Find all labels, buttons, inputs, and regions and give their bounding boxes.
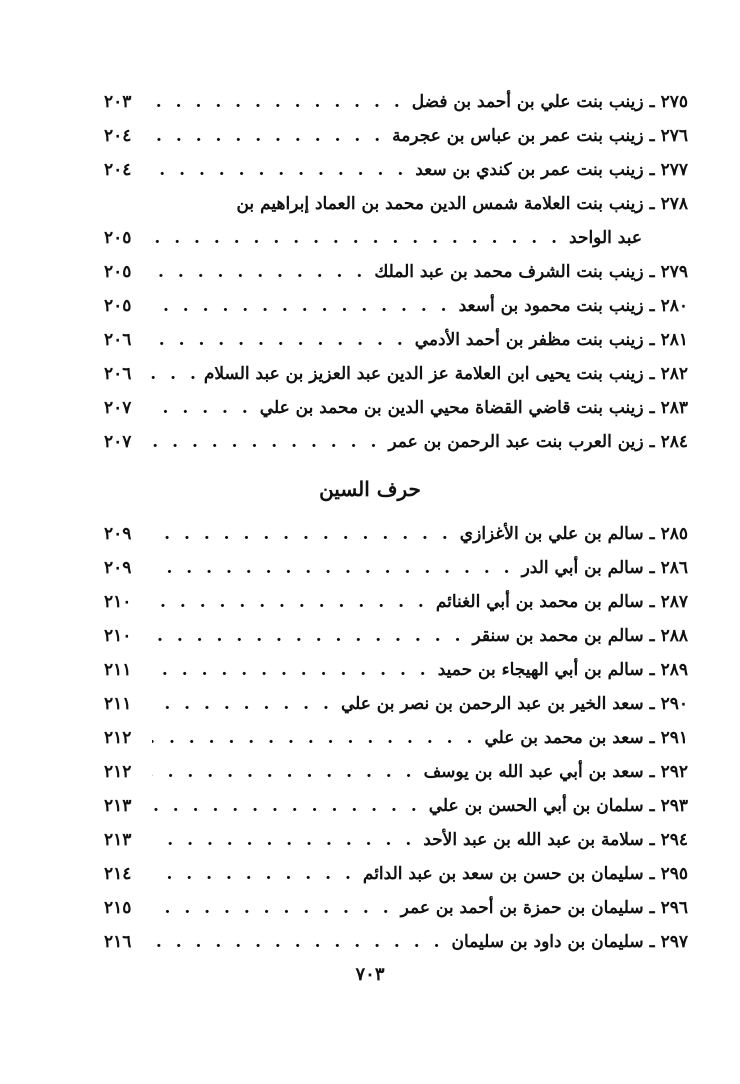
dot-leader xyxy=(152,85,404,119)
entry-page-number: ٢٠٩ xyxy=(104,558,132,578)
dot-leader xyxy=(152,153,407,187)
entry-page-number: ٢١٠ xyxy=(104,626,132,646)
entry-title: سعد الخير بن عبد الرحمن بن نصر بن علي xyxy=(340,694,644,714)
entry-dash: ـ xyxy=(649,296,655,316)
entry-dash: ـ xyxy=(649,524,655,544)
entry-number: ٢٨٩ xyxy=(660,660,688,680)
toc-entry xyxy=(104,687,688,721)
dot-leader xyxy=(152,551,514,585)
entry-title: سليمان بن حسن بن سعد بن عبد الدائم xyxy=(362,864,644,884)
dot-leader xyxy=(152,323,407,357)
entry-number: ٢٨٨ xyxy=(660,626,688,646)
toc-entry xyxy=(104,619,688,653)
entry-dash: ـ xyxy=(649,194,655,214)
entry-dash: ـ xyxy=(649,592,655,612)
entry-dash: ـ xyxy=(649,432,655,452)
dot-leader xyxy=(152,687,333,721)
toc-entry xyxy=(104,289,688,323)
toc-entry xyxy=(104,85,688,119)
entry-page-number: ٢٠٥ xyxy=(104,296,132,316)
entry-dash: ـ xyxy=(649,796,655,816)
toc-entry xyxy=(104,585,688,619)
entry-number: ٢٨٦ xyxy=(660,558,688,578)
dot-leader xyxy=(152,755,416,789)
entry-page-number: ٢١٤ xyxy=(104,864,132,884)
entry-title: سعد بن محمد بن علي xyxy=(484,728,644,748)
entry-page-number: ٢١١ xyxy=(104,660,132,680)
dot-leader xyxy=(152,391,252,425)
toc-entry xyxy=(104,755,688,789)
toc-entry xyxy=(104,323,688,357)
entry-dash: ـ xyxy=(649,126,655,146)
entry-number: ٢٨٥ xyxy=(660,524,688,544)
entry-number: ٢٧٦ xyxy=(660,126,688,146)
entry-title: سالم بن أبي الهيجاء بن حميد xyxy=(437,660,644,680)
entry-dash: ـ xyxy=(649,160,655,180)
entry-page-number: ٢٠٣ xyxy=(104,92,132,112)
entry-number: ٢٨٣ xyxy=(660,398,688,418)
entry-page-number: ٢٠٥ xyxy=(104,262,132,282)
entry-title: زينب بنت عمر بن كندي بن سعد xyxy=(415,160,644,180)
dot-leader xyxy=(152,619,464,653)
toc-entry xyxy=(104,551,688,585)
entry-title-continuation: عبد الواحد xyxy=(569,228,642,248)
entry-number: ٢٨٧ xyxy=(660,592,688,612)
entry-number: ٢٧٩ xyxy=(660,262,688,282)
entry-title: سليمان بن حمزة بن أحمد بن عمر xyxy=(400,898,644,918)
toc-entry xyxy=(104,653,688,687)
entry-page-number: ٢٠٤ xyxy=(104,126,132,146)
dot-leader xyxy=(152,425,380,459)
entry-dash: ـ xyxy=(649,262,655,282)
entry-page-number: ٢٠٧ xyxy=(104,432,132,452)
entry-number: ٢٨٢ xyxy=(660,364,688,384)
dot-leader xyxy=(152,721,476,755)
toc-entry xyxy=(104,425,688,459)
entry-dash: ـ xyxy=(649,92,655,112)
toc-entry xyxy=(104,153,688,187)
toc-entry xyxy=(104,721,688,755)
entry-title: سالم بن أبي الدر xyxy=(521,558,644,578)
entry-number: ٢٩١ xyxy=(660,728,688,748)
entry-page-number: ٢١٣ xyxy=(104,796,132,816)
dot-leader xyxy=(152,823,415,857)
dot-leader xyxy=(152,585,428,619)
toc-entry xyxy=(104,925,688,959)
entry-number: ٢٩٤ xyxy=(660,830,688,850)
toc-entry xyxy=(104,857,688,891)
entry-title: سالم بن محمد بن سنقر xyxy=(472,626,644,646)
toc-entry xyxy=(104,187,688,221)
entry-page-number: ٢٠٦ xyxy=(104,330,132,350)
entry-page-number: ٢١٢ xyxy=(104,728,132,748)
entry-title: زين العرب بنت عبد الرحمن بن عمر xyxy=(388,432,644,452)
entry-number: ٢٧٧ xyxy=(660,160,688,180)
entry-dash: ـ xyxy=(649,330,655,350)
entry-dash: ـ xyxy=(649,762,655,782)
entry-number: ٢٨١ xyxy=(660,330,688,350)
entry-title: سلمان بن أبي الحسن بن علي xyxy=(428,796,644,816)
entry-number: ٢٨٤ xyxy=(660,432,688,452)
dot-leader xyxy=(152,857,355,891)
dot-leader xyxy=(152,221,561,255)
toc-entry xyxy=(104,789,688,823)
entry-dash: ـ xyxy=(649,898,655,918)
entry-number: ٢٨٠ xyxy=(660,296,688,316)
dot-leader xyxy=(152,517,452,551)
entry-page-number: ٢١٠ xyxy=(104,592,132,612)
toc-entry xyxy=(104,823,688,857)
entry-page-number: ٢١١ xyxy=(104,694,132,714)
entry-title: سليمان بن داود بن سليمان xyxy=(451,932,644,952)
toc-entry xyxy=(104,391,688,425)
entry-number: ٢٩٧ xyxy=(660,932,688,952)
page-number: ٧٠٣ xyxy=(355,964,385,985)
entry-title: زينب بنت العلامة شمس الدين محمد بن العماد إبراهيم بن xyxy=(236,194,644,214)
entry-number: ٢٧٨ xyxy=(660,194,688,214)
entry-dash: ـ xyxy=(649,694,655,714)
entry-title: زينب بنت عمر بن عباس بن عجرمة xyxy=(392,126,644,146)
dot-leader xyxy=(152,789,421,823)
section-heading: حرف السين xyxy=(319,477,421,501)
entry-number: ٢٩٥ xyxy=(660,864,688,884)
entry-title: سالم بن علي بن الأغزازي xyxy=(459,524,644,544)
entry-title: سالم بن محمد بن أبي الغنائم xyxy=(435,592,644,612)
dot-leader xyxy=(152,891,393,925)
entry-dash: ـ xyxy=(649,932,655,952)
entry-page-number: ٢٠٦ xyxy=(104,364,132,384)
entry-dash: ـ xyxy=(649,364,655,384)
toc-entry xyxy=(104,517,688,551)
entry-title: سعد بن أبي عبد الله بن يوسف xyxy=(423,762,644,782)
entry-title: زينب بنت علي بن أحمد بن فضل xyxy=(411,92,644,112)
dot-leader xyxy=(148,357,200,391)
entry-number: ٢٩٠ xyxy=(660,694,688,714)
entry-page-number: ٢٠٧ xyxy=(104,398,132,418)
entry-number: ٢٩٣ xyxy=(660,796,688,816)
entry-page-number: ٢١٣ xyxy=(104,830,132,850)
dot-leader xyxy=(152,925,444,959)
entry-page-number: ٢١٦ xyxy=(104,932,132,952)
toc-entry xyxy=(104,891,688,925)
toc-section-seen xyxy=(104,517,688,959)
toc-entry xyxy=(104,357,688,391)
entry-page-number: ٢٠٥ xyxy=(104,228,132,248)
entry-number: ٢٩٦ xyxy=(660,898,688,918)
entry-dash: ـ xyxy=(649,864,655,884)
toc-section-zay xyxy=(104,85,688,459)
dot-leader xyxy=(152,255,366,289)
dot-leader xyxy=(152,119,384,153)
toc-entry xyxy=(104,255,688,289)
entry-title: زينب بنت مظفر بن أحمد الأدمي xyxy=(414,330,644,350)
toc-entry xyxy=(104,119,688,153)
entry-dash: ـ xyxy=(649,626,655,646)
entry-dash: ـ xyxy=(649,398,655,418)
entry-dash: ـ xyxy=(649,558,655,578)
dot-leader xyxy=(152,289,451,323)
entry-page-number: ٢١٢ xyxy=(104,762,132,782)
entry-page-number: ٢٠٤ xyxy=(104,160,132,180)
entry-title: زينب بنت الشرف محمد بن عبد الملك xyxy=(374,262,644,282)
entry-page-number: ٢٠٩ xyxy=(104,524,132,544)
entry-dash: ـ xyxy=(649,660,655,680)
entry-dash: ـ xyxy=(649,728,655,748)
entry-number: ٢٧٥ xyxy=(660,92,688,112)
entry-page-number: ٢١٥ xyxy=(104,898,132,918)
entry-dash: ـ xyxy=(649,830,655,850)
entry-title: سلامة بن عبد الله بن عبد الأحد xyxy=(423,830,644,850)
entry-title: زينب بنت يحيى ابن العلامة عز الدين عبد العزيز بن عبد السلام xyxy=(203,364,644,384)
entry-title: زينب بنت محمود بن أسعد xyxy=(458,296,644,316)
toc-entry-continuation xyxy=(104,221,688,255)
entry-title: زينب بنت قاضي القضاة محيي الدين بن محمد بن علي xyxy=(259,398,644,418)
dot-leader xyxy=(152,653,430,687)
entry-number: ٢٩٢ xyxy=(660,762,688,782)
